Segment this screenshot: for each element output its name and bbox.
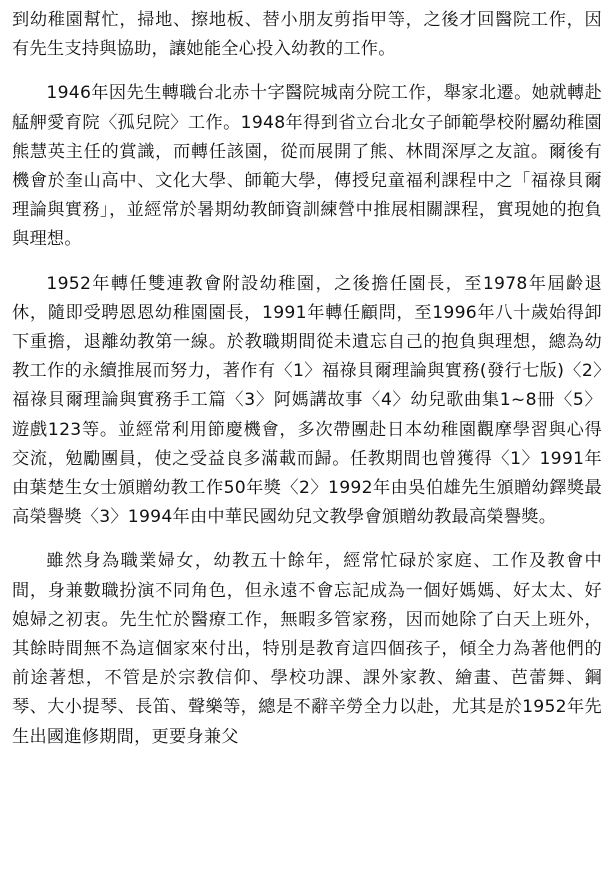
paragraph-2: 1946年因先生轉職台北赤十字醫院城南分院工作，舉家北遷。她就轉赴艋舺愛育院〈孤兒院〉工作。1948年得到省立台北女子師範學校附屬幼稚園熊慧英主任的賞識，而轉任該園，從而展開了熊、林間深厚之友誼。爾後有機會於奎山高中、文化大學、師範大學，傳授兒童福利課程中之「福祿貝爾理論與實務」，並經常於暑期幼教師資訓練營中推展相關課程，實現她的抱負與理想。 [12, 83, 602, 250]
paragraph-1: 到幼稚園幫忙，掃地、擦地板、替小朋友剪指甲等，之後才回醫院工作，因有先生支持與協助，讓她能全心投入幼教的工作。 [12, 10, 602, 60]
paragraph-3: 1952年轉任雙連教會附設幼稚園，之後擔任園長，至1978年屆齡退休，隨即受聘恩恩幼稚園園長，1991年轉任顧問，至1996年八十歲始得卸下重擔，退離幼教第一線。於教職期間從未遺忘自己的抱負與理想，總為幼教工作的永續推展而努力，著作有〈1〉福祿貝爾理論與實務(發行七版)〈2〉福祿貝爾理論與實務手工篇〈3〉阿媽講故事〈4〉幼兒歌曲集1~8冊〈5〉遊戲123等。並經常利用節慶機會，多次帶團赴日本幼稚園觀摩學習與心得交流，勉勵團員，使之受益良多滿載而歸。任教期間也曾獲得〈1〉1991年由葉楚生女士頒贈幼教工作50年獎〈2〉1992年由吳伯雄先生頒贈幼鐸獎最高榮譽獎〈3〉1994年由中華民國幼兒文教學會頒贈幼教最高榮譽獎。 [12, 273, 602, 528]
paragraph-4: 雖然身為職業婦女，幼教五十餘年，經常忙碌於家庭、工作及教會中間，身兼數職扮演不同角色，但永遠不會忘記成為一個好媽媽、好太太、好媳婦之初衷。先生忙於醫療工作，無暇多管家務，因而她除了白天上班外，其餘時間無不為這個家來付出，特別是教育這四個孩子，傾全力為著他們的前途著想，不管是於宗教信仰、學校功課、課外家教、繪畫、芭蕾舞、鋼琴、大小提琴、長笛、聲樂等，總是不辭辛勞全力以赴，尤其是於1952年先生出國進修期間，更要身兼父 [12, 551, 602, 747]
